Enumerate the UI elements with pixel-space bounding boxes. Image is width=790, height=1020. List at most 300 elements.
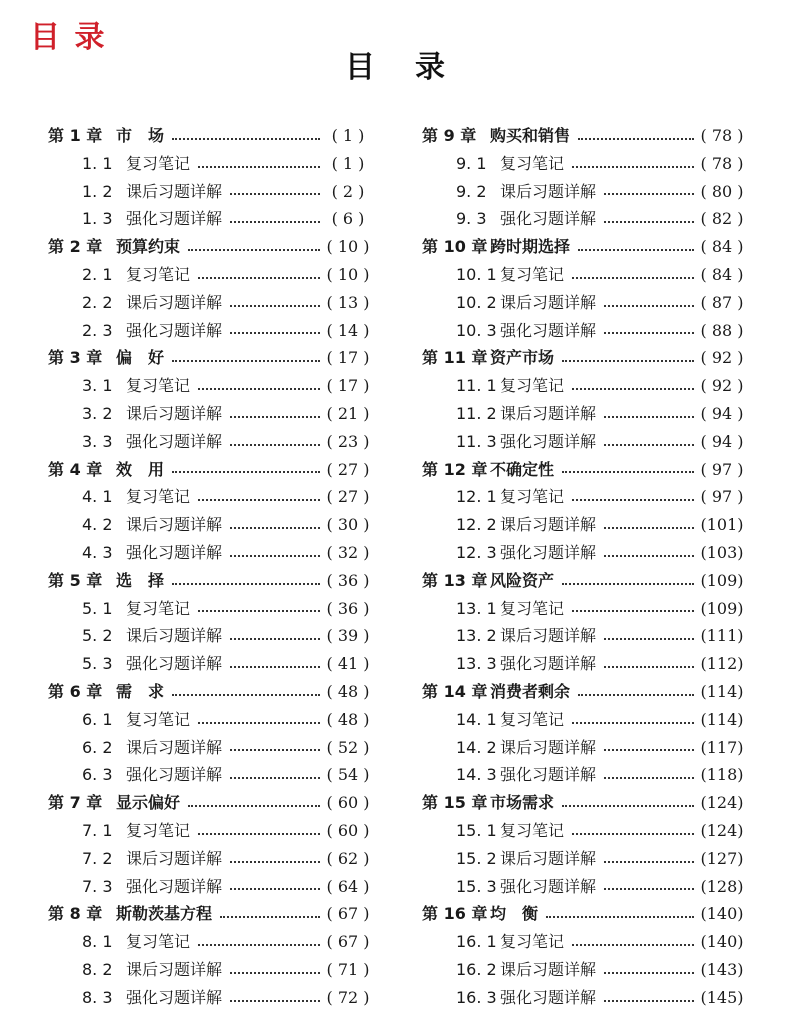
- toc-entry-title: 复习笔记: [500, 487, 565, 507]
- toc-entry-number: 第 15 章: [422, 793, 488, 813]
- toc-entry-number: 第 10 章: [422, 237, 488, 257]
- toc-entry-number: 16. 2: [456, 959, 497, 979]
- dot-leader: [604, 888, 694, 890]
- toc-entry-page: ( 60 ): [326, 820, 370, 840]
- toc-entry-page: ( 94 ): [700, 431, 744, 451]
- dot-leader: [604, 416, 694, 418]
- toc-entry-title: 强化习题详解: [500, 765, 597, 785]
- toc-entry-number: 12. 2: [456, 515, 497, 535]
- toc-entry-page: ( 97 ): [700, 487, 744, 507]
- toc-section-entry[interactable]: [422, 428, 744, 456]
- toc-entry-number: 第 2 章: [48, 237, 103, 257]
- toc-entry-page: ( 64 ): [326, 876, 370, 896]
- toc-entry-number: 第 7 章: [48, 793, 103, 813]
- dot-leader: [572, 277, 694, 279]
- toc-entry-page: ( 21 ): [326, 403, 370, 423]
- toc-entry-page: ( 30 ): [326, 515, 370, 535]
- toc-entry-page: ( 60 ): [326, 793, 370, 813]
- toc-entry-title: 强化习题详解: [126, 209, 223, 229]
- toc-section-entry[interactable]: [422, 817, 744, 845]
- dot-leader: [604, 777, 694, 779]
- toc-entry-title: 强化习题详解: [500, 876, 597, 896]
- dot-leader: [604, 555, 694, 557]
- toc-entry-number: 15. 1: [456, 820, 497, 840]
- toc-entry-page: ( 84 ): [700, 237, 744, 257]
- toc-entry-title: 复习笔记: [126, 932, 191, 952]
- toc-entry-page: (127): [700, 848, 744, 868]
- toc-section-entry[interactable]: [422, 289, 744, 317]
- dot-leader: [604, 972, 694, 974]
- toc-section-entry[interactable]: [48, 761, 370, 789]
- toc-section-entry[interactable]: [422, 511, 744, 539]
- dot-leader: [578, 694, 694, 696]
- toc-entry-number: 12. 1: [456, 487, 497, 507]
- toc-entry-page: ( 32 ): [326, 542, 370, 562]
- toc-entry-number: 5. 1: [82, 598, 113, 618]
- toc-entry-title: 课后习题详解: [500, 403, 597, 423]
- toc-entry-number: 3. 2: [82, 403, 113, 423]
- dot-leader: [172, 694, 320, 696]
- toc-entry-number: 13. 2: [456, 626, 497, 646]
- dot-leader: [198, 166, 320, 168]
- toc-entry-number: 12. 3: [456, 542, 497, 562]
- toc-chapter-entry[interactable]: [422, 233, 744, 261]
- toc-section-entry[interactable]: [48, 734, 370, 762]
- toc-entry-number: 第 14 章: [422, 681, 488, 701]
- toc-section-entry[interactable]: [48, 483, 370, 511]
- dot-leader: [546, 916, 694, 918]
- toc-entry-page: ( 97 ): [700, 459, 744, 479]
- toc-entry-title: 跨时期选择: [490, 237, 571, 257]
- toc-entry-number: 7. 2: [82, 848, 113, 868]
- toc-entry-title: 风险资产: [490, 570, 555, 590]
- toc-entry-title: 复习笔记: [500, 709, 565, 729]
- corner-title: 目 录: [30, 20, 107, 55]
- toc-section-entry[interactable]: [422, 706, 744, 734]
- dot-leader: [572, 388, 694, 390]
- dot-leader: [198, 388, 320, 390]
- page-title: 目录: [345, 50, 485, 85]
- toc-chapter-entry[interactable]: [48, 233, 370, 261]
- toc-section-entry[interactable]: [422, 178, 744, 206]
- toc-chapter-entry[interactable]: [422, 900, 744, 928]
- toc-entry-title: 课后习题详解: [126, 737, 223, 757]
- toc-entry-number: 13. 1: [456, 598, 497, 618]
- toc-entry-title: 斯勒茨基方程: [116, 904, 213, 924]
- dot-leader: [230, 305, 320, 307]
- toc-entry-page: ( 1 ): [331, 153, 365, 173]
- dot-leader: [230, 972, 320, 974]
- toc-entry-page: ( 67 ): [326, 904, 370, 924]
- dot-leader: [578, 249, 694, 251]
- toc-column-left: [48, 122, 370, 1012]
- dot-leader: [604, 861, 694, 863]
- toc-entry-number: 16. 1: [456, 932, 497, 952]
- toc-entry-page: (114): [700, 709, 744, 729]
- dot-leader: [230, 527, 320, 529]
- toc-section-entry[interactable]: [48, 984, 370, 1012]
- dot-leader: [604, 444, 694, 446]
- toc-section-entry[interactable]: [422, 595, 744, 623]
- dot-leader: [578, 138, 694, 140]
- dot-leader: [220, 916, 320, 918]
- toc-entry-title: 消费者剩余: [490, 681, 571, 701]
- toc-entry-page: ( 52 ): [326, 737, 370, 757]
- toc-entry-page: ( 92 ): [700, 376, 744, 396]
- toc-entry-number: 2. 1: [82, 264, 113, 284]
- toc-entry-page: ( 2 ): [331, 181, 365, 201]
- toc-entry-page: (112): [700, 654, 744, 674]
- toc-section-entry[interactable]: [422, 873, 744, 901]
- toc-entry-page: (128): [700, 876, 744, 896]
- dot-leader: [230, 861, 320, 863]
- dot-leader: [230, 416, 320, 418]
- toc-entry-page: ( 80 ): [700, 181, 744, 201]
- toc-entry-title: 强化习题详解: [126, 542, 223, 562]
- toc-entry-title: 预算约束: [116, 237, 181, 257]
- toc-entry-title: 复习笔记: [500, 376, 565, 396]
- toc-entry-title: 强化习题详解: [126, 765, 223, 785]
- toc-chapter-entry[interactable]: [48, 678, 370, 706]
- toc-section-entry[interactable]: [422, 845, 744, 873]
- toc-entry-number: 9. 1: [456, 153, 487, 173]
- toc-section-entry[interactable]: [422, 984, 744, 1012]
- toc-entry-page: ( 36 ): [326, 598, 370, 618]
- toc-entry-title: 课后习题详解: [126, 848, 223, 868]
- toc-entry-title: 强化习题详解: [500, 654, 597, 674]
- toc-entry-page: ( 27 ): [326, 487, 370, 507]
- toc-entry-number: 第 5 章: [48, 570, 103, 590]
- toc-entry-title: 课后习题详解: [126, 959, 223, 979]
- toc-entry-page: ( 88 ): [700, 320, 744, 340]
- dot-leader: [198, 944, 320, 946]
- dot-leader: [230, 444, 320, 446]
- toc-entry-page: (124): [700, 793, 744, 813]
- toc-section-entry[interactable]: [422, 734, 744, 762]
- toc-section-entry[interactable]: [422, 956, 744, 984]
- toc-entry-title: 强化习题详解: [500, 987, 597, 1007]
- toc-entry-page: ( 10 ): [326, 237, 370, 257]
- toc-entry-title: 复习笔记: [500, 264, 565, 284]
- toc-entry-page: (109): [700, 570, 744, 590]
- dot-leader: [572, 499, 694, 501]
- toc-entry-page: ( 13 ): [326, 292, 370, 312]
- toc-entry-page: ( 84 ): [700, 264, 744, 284]
- toc-entry-title: 课后习题详解: [500, 626, 597, 646]
- toc-entry-title: 效 用: [116, 459, 165, 479]
- dot-leader: [172, 583, 320, 585]
- toc-entry-page: (117): [700, 737, 744, 757]
- toc-entry-page: ( 36 ): [326, 570, 370, 590]
- toc-entry-number: 9. 2: [456, 181, 487, 201]
- toc-section-entry[interactable]: [48, 595, 370, 623]
- toc-column-right: [422, 122, 744, 1012]
- toc-section-entry[interactable]: [48, 650, 370, 678]
- toc-entry-number: 3. 1: [82, 376, 113, 396]
- toc-entry-page: ( 1 ): [331, 126, 365, 145]
- toc-entry-page: ( 10 ): [326, 264, 370, 284]
- toc-entry-number: 11. 2: [456, 403, 497, 423]
- dot-leader: [198, 833, 320, 835]
- toc-entry-page: ( 67 ): [326, 932, 370, 952]
- dot-leader: [230, 888, 320, 890]
- toc-entry-title: 复习笔记: [500, 932, 565, 952]
- toc-entry-number: 6. 3: [82, 765, 113, 785]
- toc-entry-title: 课后习题详解: [500, 737, 597, 757]
- toc-entry-title: 复习笔记: [126, 264, 191, 284]
- dot-leader: [188, 805, 320, 807]
- toc-entry-page: ( 23 ): [326, 431, 370, 451]
- toc-entry-number: 14. 3: [456, 765, 497, 785]
- toc-section-entry[interactable]: [48, 873, 370, 901]
- dot-leader: [604, 527, 694, 529]
- toc-entry-title: 复习笔记: [126, 487, 191, 507]
- toc-entry-title: 强化习题详解: [500, 320, 597, 340]
- toc-entry-title: 偏 好: [116, 348, 165, 368]
- toc-entry-number: 第 6 章: [48, 681, 103, 701]
- toc-entry-number: 3. 3: [82, 431, 113, 451]
- toc-section-entry[interactable]: [422, 400, 744, 428]
- toc-entry-title: 课后习题详解: [126, 181, 223, 201]
- toc-entry-title: 课后习题详解: [500, 959, 597, 979]
- toc-entry-title: 强化习题详解: [126, 876, 223, 896]
- toc-section-entry[interactable]: [422, 372, 744, 400]
- toc-entry-title: 强化习题详解: [500, 542, 597, 562]
- toc-entry-number: 11. 3: [456, 431, 497, 451]
- toc-entry-page: ( 94 ): [700, 403, 744, 423]
- toc-entry-page: (145): [700, 987, 744, 1007]
- dot-leader: [572, 833, 694, 835]
- toc-entry-page: ( 54 ): [326, 765, 370, 785]
- toc-entry-number: 第 12 章: [422, 459, 488, 479]
- toc-entry-title: 课后习题详解: [500, 515, 597, 535]
- toc-entry-page: ( 27 ): [326, 459, 370, 479]
- toc-entry-title: 强化习题详解: [500, 209, 597, 229]
- toc-section-entry[interactable]: [48, 178, 370, 206]
- toc-entry-number: 11. 1: [456, 376, 497, 396]
- toc-entry-page: ( 6 ): [331, 209, 365, 229]
- toc-entry-title: 课后习题详解: [126, 515, 223, 535]
- toc-entry-number: 14. 1: [456, 709, 497, 729]
- toc-section-entry[interactable]: [422, 761, 744, 789]
- dot-leader: [562, 360, 694, 362]
- toc-entry-page: ( 87 ): [700, 292, 744, 312]
- dot-leader: [572, 166, 694, 168]
- toc-entry-number: 7. 3: [82, 876, 113, 896]
- toc-section-entry[interactable]: [48, 622, 370, 650]
- dot-leader: [604, 638, 694, 640]
- toc-entry-title: 强化习题详解: [126, 987, 223, 1007]
- dot-leader: [604, 1000, 694, 1002]
- dot-leader: [198, 610, 320, 612]
- toc-entry-title: 课后习题详解: [500, 848, 597, 868]
- toc-entry-number: 13. 3: [456, 654, 497, 674]
- dot-leader: [230, 555, 320, 557]
- toc-entry-title: 市 场: [116, 126, 165, 145]
- toc-section-entry[interactable]: [48, 956, 370, 984]
- toc-section-entry[interactable]: [422, 150, 744, 178]
- dot-leader: [230, 193, 320, 195]
- toc-section-entry[interactable]: [48, 928, 370, 956]
- dot-leader: [604, 193, 694, 195]
- toc-entry-title: 强化习题详解: [500, 431, 597, 451]
- toc-entry-title: 显示偏好: [116, 793, 181, 813]
- toc-entry-number: 16. 3: [456, 987, 497, 1007]
- toc-entry-page: (111): [700, 626, 744, 646]
- toc-section-entry[interactable]: [48, 150, 370, 178]
- dot-leader: [230, 777, 320, 779]
- toc-section-entry[interactable]: [48, 261, 370, 289]
- toc-entry-number: 10. 3: [456, 320, 497, 340]
- toc-entry-title: 课后习题详解: [126, 626, 223, 646]
- toc-entry-number: 1. 1: [82, 153, 113, 173]
- toc-entry-page: ( 78 ): [700, 153, 744, 173]
- toc-chapter-entry[interactable]: [422, 122, 744, 150]
- toc-section-entry[interactable]: [48, 511, 370, 539]
- toc-section-entry[interactable]: [48, 428, 370, 456]
- toc-entry-number: 第 3 章: [48, 348, 103, 368]
- toc-entry-page: ( 39 ): [326, 626, 370, 646]
- toc-entry-title: 复习笔记: [500, 820, 565, 840]
- toc-section-entry[interactable]: [422, 622, 744, 650]
- toc-section-entry[interactable]: [422, 205, 744, 233]
- toc-entry-number: 第 11 章: [422, 348, 488, 368]
- toc-chapter-entry[interactable]: [48, 122, 370, 150]
- toc-entry-page: (143): [700, 959, 744, 979]
- dot-leader: [230, 749, 320, 751]
- toc-entry-page: (124): [700, 820, 744, 840]
- toc-section-entry[interactable]: [48, 372, 370, 400]
- toc-entry-title: 强化习题详解: [126, 431, 223, 451]
- toc-section-entry[interactable]: [48, 289, 370, 317]
- toc-entry-title: 复习笔记: [500, 598, 565, 618]
- dot-leader: [562, 583, 694, 585]
- toc-entry-title: 课后习题详解: [500, 292, 597, 312]
- toc-entry-number: 15. 2: [456, 848, 497, 868]
- toc-entry-page: (103): [700, 542, 744, 562]
- toc-section-entry[interactable]: [422, 317, 744, 345]
- toc-section-entry[interactable]: [422, 483, 744, 511]
- toc-section-entry[interactable]: [422, 261, 744, 289]
- toc-chapter-entry[interactable]: [48, 456, 370, 484]
- toc-entry-title: 强化习题详解: [126, 320, 223, 340]
- toc-entry-page: (118): [700, 765, 744, 785]
- toc-entry-page: ( 78 ): [700, 126, 744, 145]
- toc-entry-title: 课后习题详解: [126, 403, 223, 423]
- toc-entry-number: 7. 1: [82, 820, 113, 840]
- toc-entry-page: (114): [700, 681, 744, 701]
- toc-entry-number: 10. 2: [456, 292, 497, 312]
- dot-leader: [230, 221, 320, 223]
- toc-entry-title: 不确定性: [490, 459, 555, 479]
- toc-section-entry[interactable]: [48, 817, 370, 845]
- toc-entry-number: 4. 3: [82, 542, 113, 562]
- toc-entry-page: ( 82 ): [700, 209, 744, 229]
- toc-entry-page: ( 41 ): [326, 654, 370, 674]
- toc-entry-number: 14. 2: [456, 737, 497, 757]
- dot-leader: [198, 277, 320, 279]
- toc-chapter-entry[interactable]: [422, 789, 744, 817]
- toc-entry-page: ( 92 ): [700, 348, 744, 368]
- dot-leader: [562, 805, 694, 807]
- toc-entry-number: 4. 1: [82, 487, 113, 507]
- toc-entry-title: 课后习题详解: [126, 292, 223, 312]
- toc-entry-title: 选 择: [116, 570, 165, 590]
- toc-entry-title: 复习笔记: [126, 153, 191, 173]
- toc-chapter-entry[interactable]: [422, 567, 744, 595]
- toc-entry-number: 1. 2: [82, 181, 113, 201]
- dot-leader: [172, 138, 320, 140]
- toc-entry-title: 课后习题详解: [500, 181, 597, 201]
- dot-leader: [604, 221, 694, 223]
- toc-entry-page: ( 72 ): [326, 987, 370, 1007]
- toc-entry-page: ( 17 ): [326, 376, 370, 396]
- toc-entry-page: (140): [700, 932, 744, 952]
- toc-entry-number: 第 13 章: [422, 570, 488, 590]
- dot-leader: [604, 666, 694, 668]
- toc-section-entry[interactable]: [422, 928, 744, 956]
- toc-entry-number: 第 8 章: [48, 904, 103, 924]
- toc-chapter-entry[interactable]: [422, 678, 744, 706]
- toc-section-entry[interactable]: [422, 650, 744, 678]
- dot-leader: [230, 638, 320, 640]
- toc-entry-title: 强化习题详解: [126, 654, 223, 674]
- toc-entry-title: 市场需求: [490, 793, 555, 813]
- toc-entry-page: ( 71 ): [326, 959, 370, 979]
- toc-entry-number: 5. 2: [82, 626, 113, 646]
- toc-section-entry[interactable]: [48, 317, 370, 345]
- toc-chapter-entry[interactable]: [422, 344, 744, 372]
- toc-section-entry[interactable]: [48, 539, 370, 567]
- toc-section-entry[interactable]: [48, 205, 370, 233]
- toc-entry-number: 10. 1: [456, 264, 497, 284]
- toc-section-entry[interactable]: [48, 706, 370, 734]
- dot-leader: [562, 471, 694, 473]
- toc-entry-number: 6. 1: [82, 709, 113, 729]
- dot-leader: [230, 666, 320, 668]
- toc-entry-number: 4. 2: [82, 515, 113, 535]
- toc-chapter-entry[interactable]: [48, 900, 370, 928]
- toc-entry-page: (140): [700, 904, 744, 924]
- toc-chapter-entry[interactable]: [48, 789, 370, 817]
- toc-entry-number: 9. 3: [456, 209, 487, 229]
- toc-entry-title: 复习笔记: [126, 709, 191, 729]
- dot-leader: [572, 722, 694, 724]
- dot-leader: [198, 499, 320, 501]
- toc-entry-title: 复习笔记: [126, 598, 191, 618]
- dot-leader: [572, 944, 694, 946]
- toc-entry-number: 8. 1: [82, 932, 113, 952]
- toc-entry-number: 5. 3: [82, 654, 113, 674]
- toc-section-entry[interactable]: [422, 539, 744, 567]
- dot-leader: [230, 1000, 320, 1002]
- toc-entry-number: 第 9 章: [422, 126, 477, 145]
- toc-section-entry[interactable]: [48, 400, 370, 428]
- dot-leader: [604, 332, 694, 334]
- toc-entry-title: 购买和销售: [490, 126, 571, 145]
- toc-entry-page: (101): [700, 515, 744, 535]
- dot-leader: [572, 610, 694, 612]
- toc-entry-number: 8. 2: [82, 959, 113, 979]
- toc-section-entry[interactable]: [48, 845, 370, 873]
- toc-entry-number: 第 1 章: [48, 126, 103, 145]
- toc-chapter-entry[interactable]: [422, 456, 744, 484]
- toc-entry-number: 1. 3: [82, 209, 113, 229]
- toc-entry-number: 15. 3: [456, 876, 497, 896]
- toc-chapter-entry[interactable]: [48, 344, 370, 372]
- toc-chapter-entry[interactable]: [48, 567, 370, 595]
- dot-leader: [188, 249, 320, 251]
